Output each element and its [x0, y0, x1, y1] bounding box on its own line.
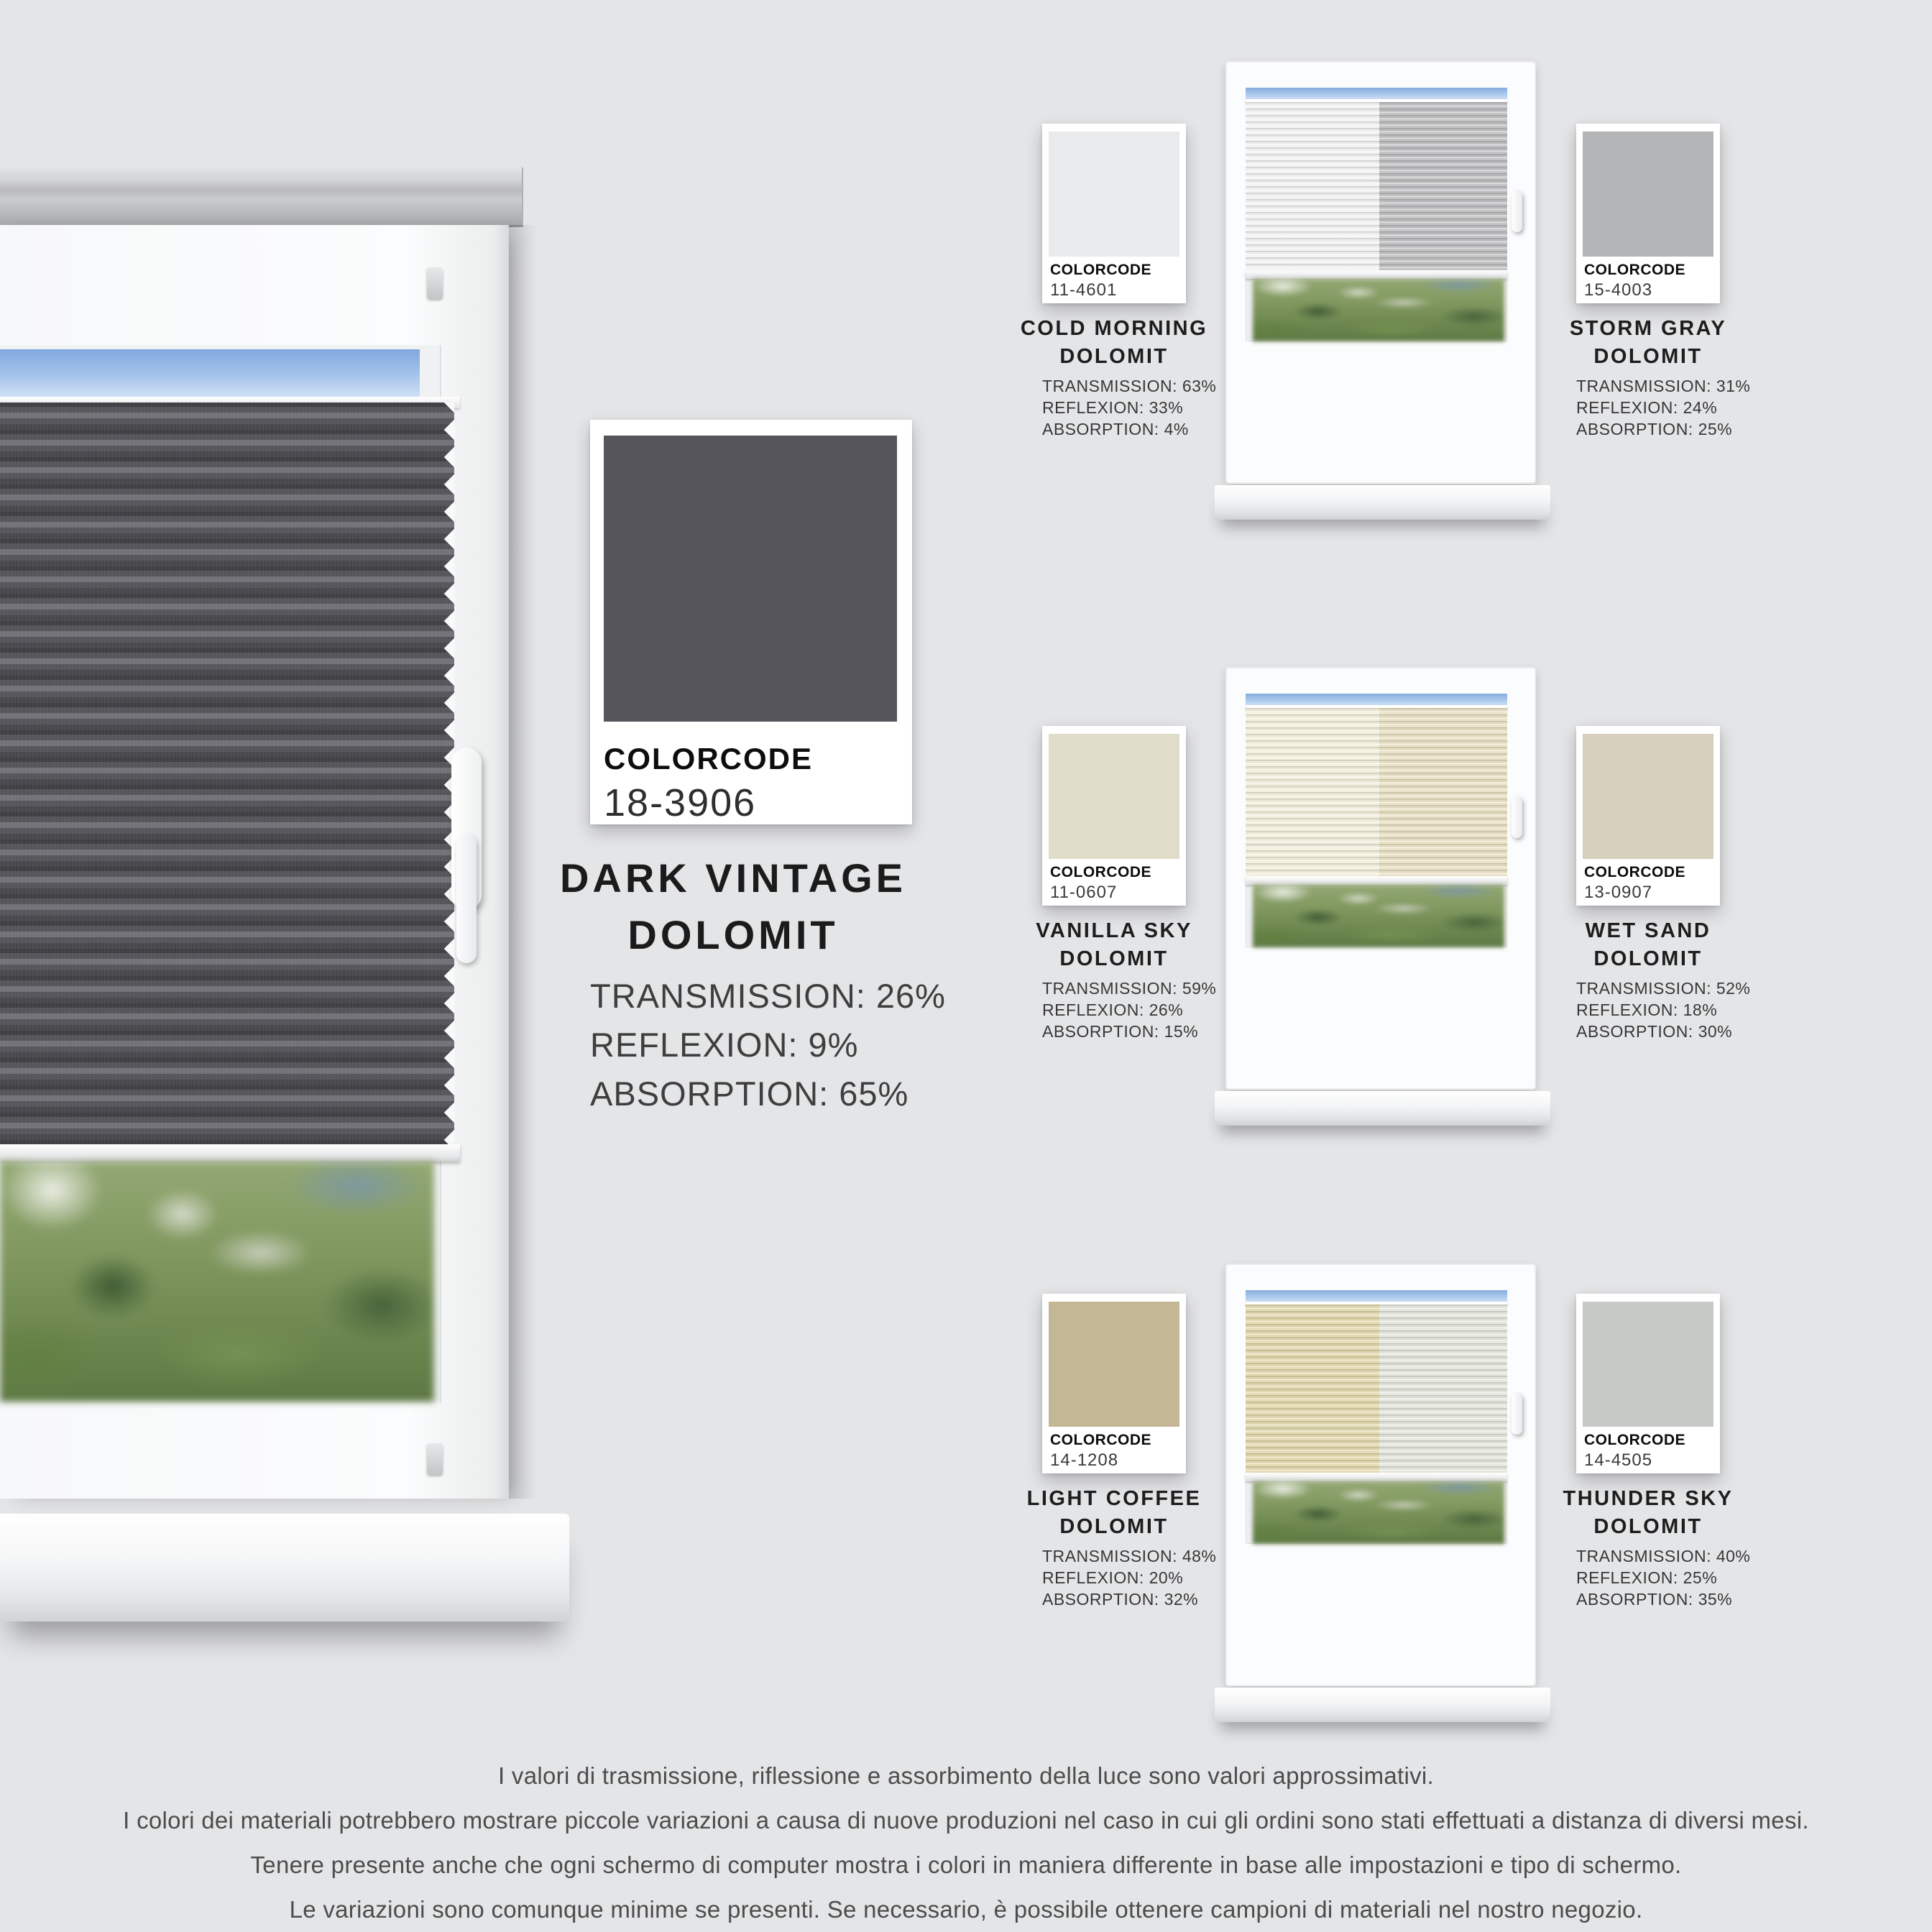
stat-absorption: ABSORPTION: 4% [1042, 420, 1189, 438]
colorcode-number: 14-1208 [1050, 1450, 1119, 1470]
window-handle [1512, 796, 1522, 838]
stat-reflexion: REFLEXION: 25% [1576, 1568, 1718, 1587]
product-name [999, 917, 1229, 973]
color-swatch [1583, 734, 1714, 859]
product-stats [1576, 375, 1750, 440]
colorcode-card [1576, 1294, 1720, 1473]
product-window-photo [1215, 667, 1552, 1141]
colorcode-card [1042, 726, 1186, 906]
stat-absorption: ABSORPTION: 35% [1576, 1590, 1733, 1609]
stat-reflexion: REFLEXION: 20% [1042, 1568, 1184, 1587]
window-sill [0, 1514, 569, 1622]
landscape-view [1253, 1481, 1504, 1544]
colorcode-label: COLORCODE [1584, 262, 1685, 278]
window-glass [1246, 694, 1507, 947]
footer-line: I colori dei materiali potrebbero mostrare piccole variazioni a causa di nuove produzioni nel caso in cui gli ordini sono stati effettuati a distanza di diversi mesi. [123, 1807, 1809, 1834]
window-handle [1512, 1393, 1522, 1435]
product-name [1533, 315, 1763, 371]
product-name [1533, 917, 1763, 973]
product-stats [1576, 1545, 1750, 1610]
color-swatch [1583, 132, 1714, 257]
product-name [999, 315, 1229, 371]
colorcode-label: COLORCODE [1050, 1432, 1151, 1448]
pleated-blind-left [1246, 102, 1379, 275]
colorcode-label: COLORCODE [1050, 864, 1151, 880]
window-frame [1225, 1264, 1536, 1686]
blind-bottom-rail [1246, 876, 1507, 885]
window-handle [1512, 190, 1522, 232]
stat-transmission: TRANSMISSION: 59% [1042, 979, 1217, 998]
pleated-blind-right [1379, 708, 1507, 880]
product-name-line2: DOLOMIT [1059, 1515, 1169, 1538]
colorcode-card [1042, 1294, 1186, 1473]
product-window-photo [1215, 61, 1552, 535]
product-name [999, 1485, 1229, 1541]
colorcode-number: 13-0907 [1584, 883, 1653, 902]
product-stats [1042, 978, 1216, 1042]
colorcode-number: 14-4505 [1584, 1450, 1653, 1470]
stat-transmission: TRANSMISSION: 48% [1042, 1547, 1217, 1565]
product-name-line2: DOLOMIT [1059, 947, 1169, 970]
colorcode-card-featured [590, 420, 912, 824]
product-name-line2: DOLOMIT [1593, 345, 1703, 368]
color-swatch [604, 436, 897, 722]
product-stats [1042, 375, 1216, 440]
stat-reflexion: REFLEXION: 33% [1042, 398, 1184, 417]
stat-transmission: TRANSMISSION: 31% [1576, 377, 1751, 395]
stat-absorption: ABSORPTION: 30% [1576, 1022, 1733, 1041]
colorcode-label: COLORCODE [604, 742, 813, 776]
footer-line: I valori di trasmissione, riflessione e assorbimento della luce sono valori approssimativi. [497, 1762, 1435, 1789]
colorcode-card [1576, 726, 1720, 906]
colorcode-number: 15-4003 [1584, 280, 1653, 300]
product-name-line1: STORM GRAY [1569, 317, 1727, 340]
product-name-line2: DOLOMIT [627, 912, 839, 957]
stat-reflexion: REFLEXION: 26% [1042, 1000, 1184, 1019]
sky-strip [0, 349, 420, 401]
window-glass [1246, 88, 1507, 341]
pleated-blind-left [1246, 708, 1379, 880]
product-name-line2: DOLOMIT [1059, 345, 1169, 368]
product-name [1533, 1485, 1763, 1541]
window-sill [1215, 485, 1550, 520]
product-name [532, 850, 934, 963]
blind-bottom-rail [1246, 1473, 1507, 1481]
window-sill [1215, 1091, 1550, 1126]
stat-absorption: ABSORPTION: 32% [1042, 1590, 1199, 1609]
window-glass [1246, 1290, 1507, 1544]
colorcode-number: 18-3906 [604, 781, 757, 824]
product-name-line2: DOLOMIT [1593, 1515, 1703, 1538]
product-name-line1: LIGHT COFFEE [1026, 1487, 1202, 1510]
stat-absorption: ABSORPTION: 65% [590, 1075, 909, 1113]
product-stats [1576, 978, 1750, 1042]
pleated-blind-left [1246, 1305, 1379, 1477]
window-frame [1225, 61, 1536, 484]
product-name-line1: DARK VINTAGE [559, 855, 907, 901]
colorcode-label: COLORCODE [1584, 864, 1685, 880]
product-name-line1: WET SAND [1585, 919, 1711, 942]
window-sill [1215, 1688, 1550, 1722]
product-name-line1: COLD MORNING [1020, 317, 1208, 340]
color-swatch [1049, 734, 1179, 859]
stat-transmission: TRANSMISSION: 52% [1576, 979, 1751, 998]
colorcode-number: 11-0607 [1050, 883, 1118, 902]
colorcode-label: COLORCODE [1584, 1432, 1685, 1448]
colorcode-card [1576, 124, 1720, 303]
colorcode-number: 11-4601 [1050, 280, 1118, 300]
landscape-view [1253, 885, 1504, 947]
window-frame [1225, 667, 1536, 1090]
product-name-line1: THUNDER SKY [1563, 1487, 1734, 1510]
window-hinge-icon [427, 267, 443, 299]
stat-transmission: TRANSMISSION: 63% [1042, 377, 1217, 395]
stat-transmission: TRANSMISSION: 40% [1576, 1547, 1751, 1565]
stat-absorption: ABSORPTION: 25% [1576, 420, 1733, 438]
colorcode-card [1042, 124, 1186, 303]
product-stats [1042, 1545, 1216, 1610]
stat-reflexion: REFLEXION: 24% [1576, 398, 1718, 417]
product-stats [590, 972, 946, 1118]
window-hinge-icon [427, 1443, 443, 1475]
blind-bottom-rail [1246, 270, 1507, 279]
landscape-view [1253, 279, 1504, 341]
footer-line: Le variazioni sono comunque minime se presenti. Se necessario, è possibile ottenere campioni di materiali nel nostro negozio. [289, 1896, 1643, 1923]
window-handle [451, 748, 482, 910]
color-swatch [1583, 1302, 1714, 1427]
colorcode-label: COLORCODE [1050, 262, 1151, 278]
color-swatch [1049, 132, 1179, 257]
footer-line: Tenere presente anche che ogni schermo di computer mostra i colori in maniera differente in base alle impostazioni e tipo di schermo. [250, 1852, 1682, 1878]
stat-reflexion: REFLEXION: 9% [590, 1026, 859, 1064]
product-window-photo [1215, 1264, 1552, 1738]
blind-bottom-rail [0, 1144, 460, 1162]
product-name-line2: DOLOMIT [1593, 947, 1703, 970]
pleated-blind-right [1379, 1305, 1507, 1477]
window-top-molding [0, 167, 523, 227]
stat-reflexion: REFLEXION: 18% [1576, 1000, 1718, 1019]
pleated-blind-dark [0, 402, 454, 1146]
landscape-view [0, 1162, 434, 1402]
footer-disclaimer [0, 1754, 1932, 1932]
pleated-blind-right [1379, 102, 1507, 275]
product-name-line1: VANILLA SKY [1036, 919, 1192, 942]
stat-transmission: TRANSMISSION: 26% [590, 977, 946, 1015]
color-swatch [1049, 1302, 1179, 1427]
stat-absorption: ABSORPTION: 15% [1042, 1022, 1199, 1041]
